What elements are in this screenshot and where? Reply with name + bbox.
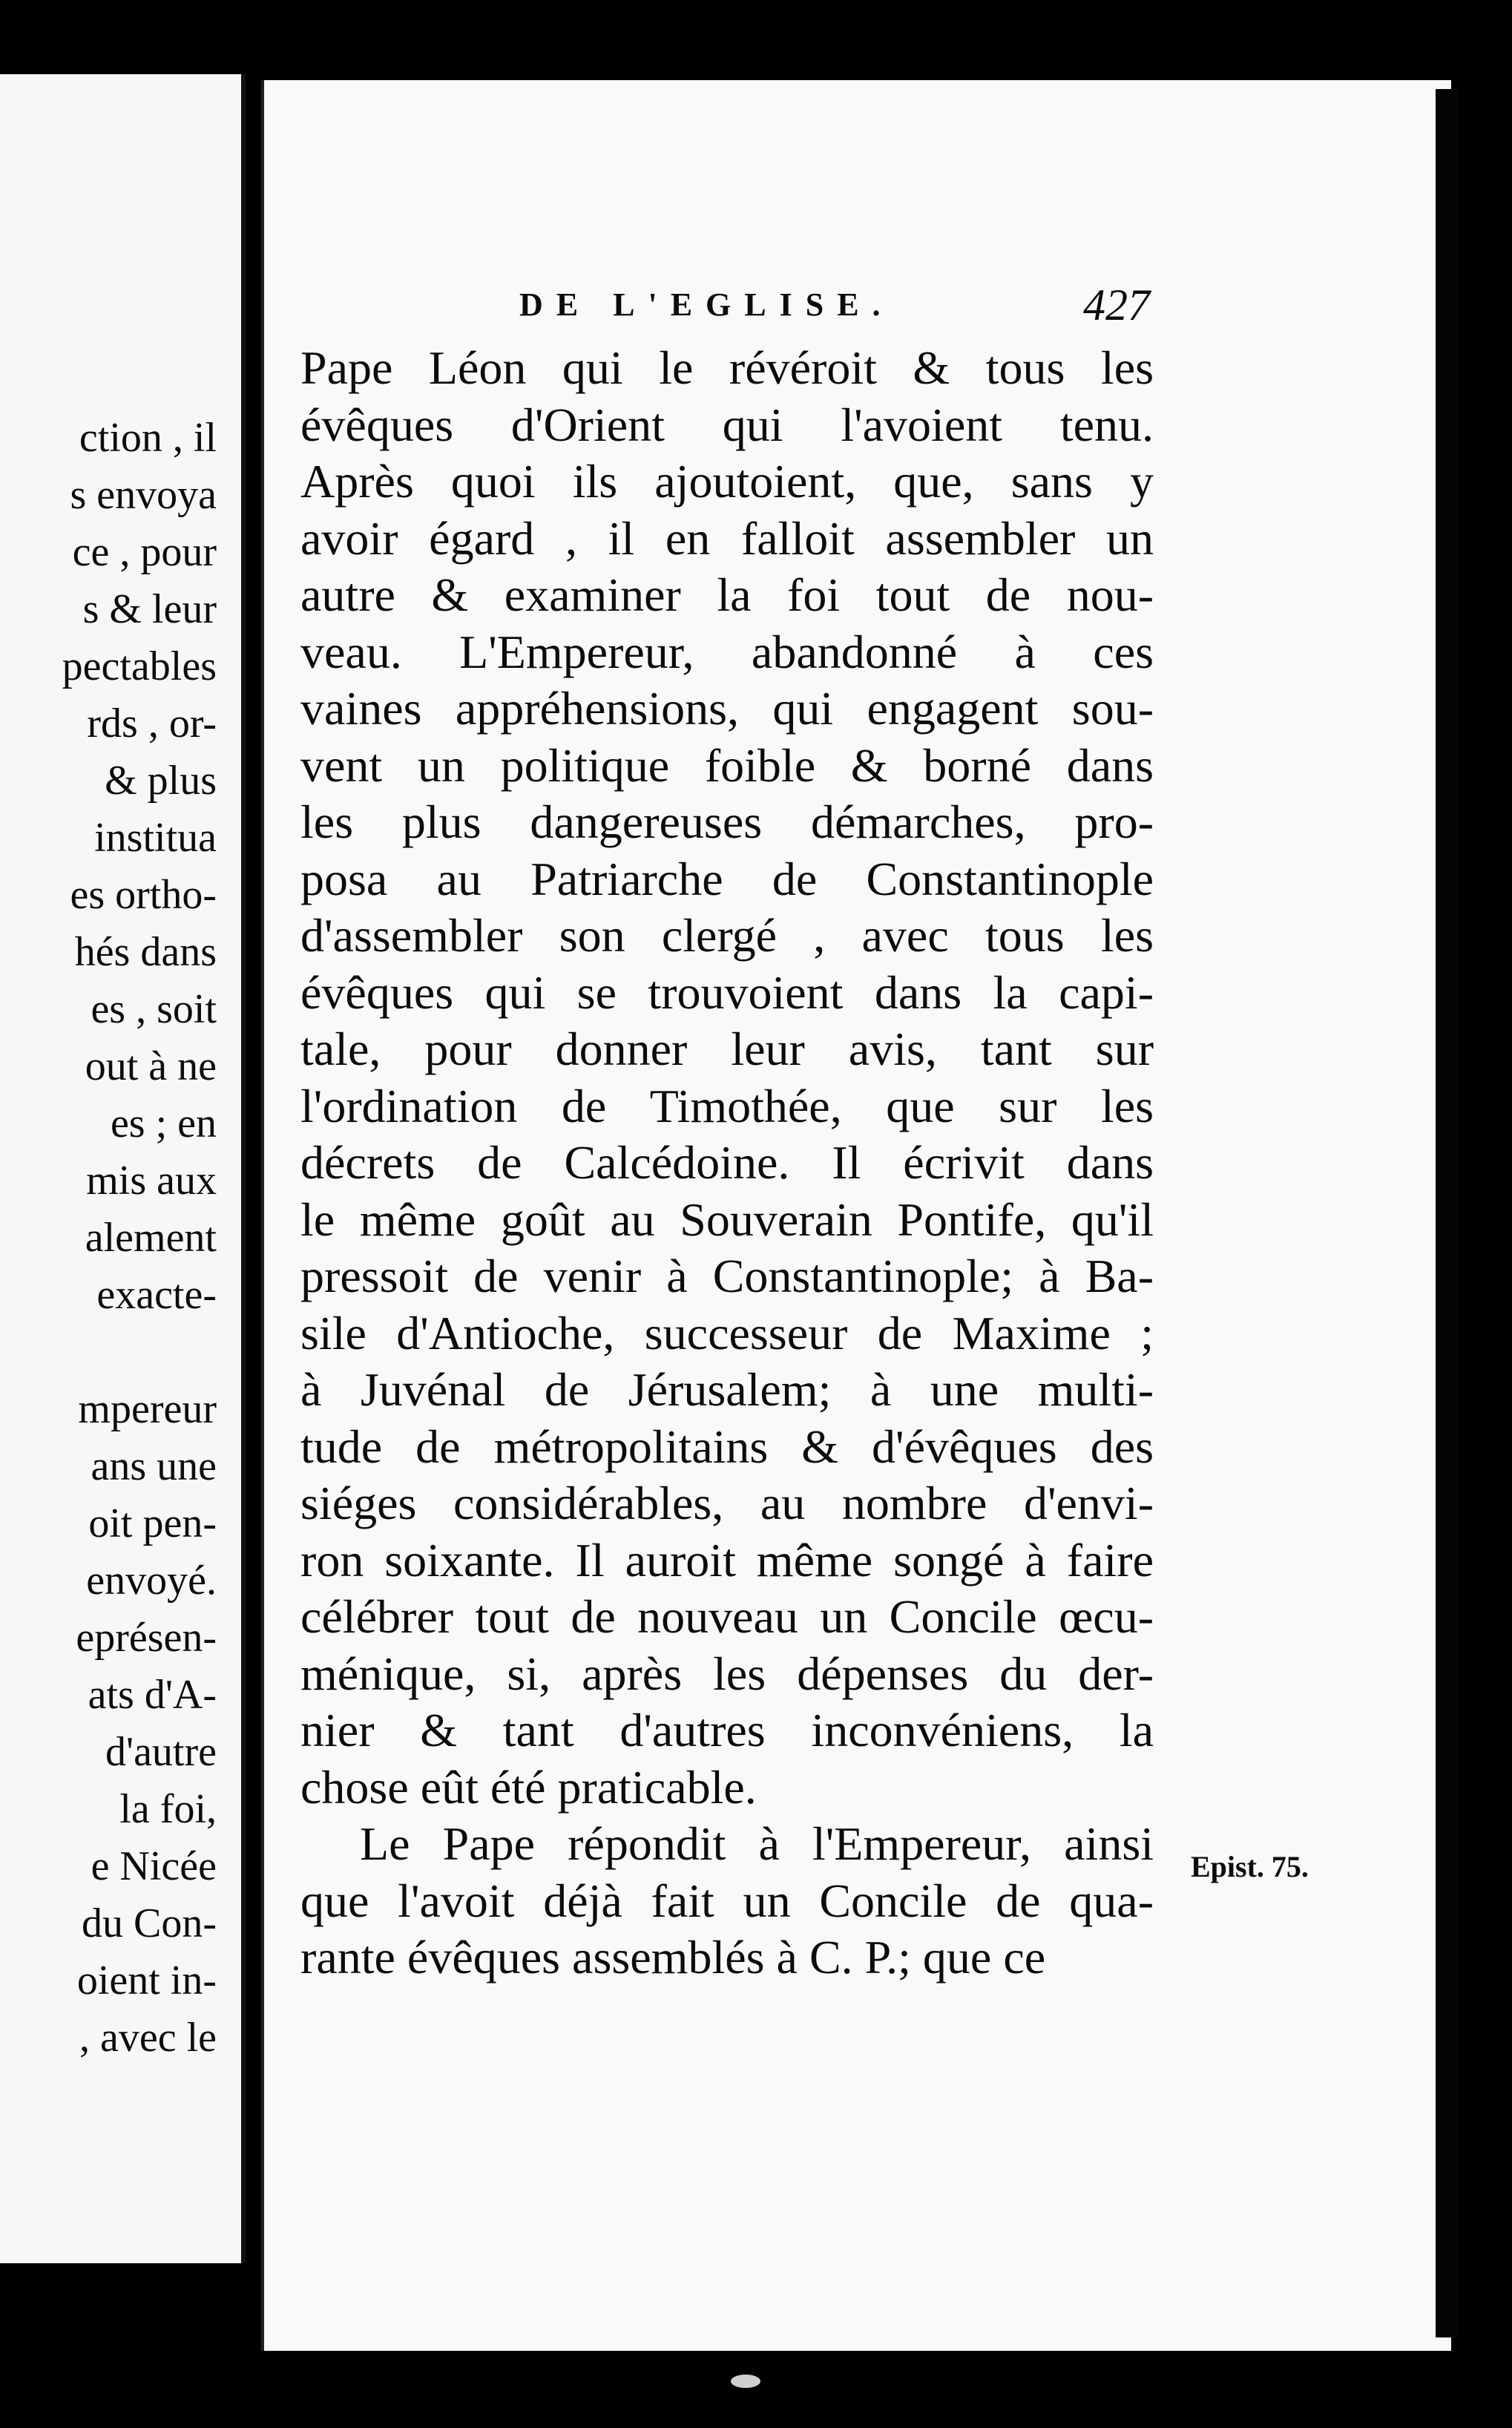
left-page-line: es ; en: [110, 1100, 217, 1146]
left-page-line: eprésen-: [76, 1615, 217, 1661]
text-line: ménique, si, après les dépenses du der-: [300, 1647, 1154, 1700]
text-line: chose eût été praticable.: [300, 1760, 757, 1814]
text-line: avoir égard , il en falloit assembler un: [300, 511, 1154, 565]
left-page-line: envoyé.: [86, 1558, 217, 1604]
text-line: les plus dangereuses démarches, pro-: [300, 795, 1154, 848]
text-line: ron soixante. Il auroit même songé à faire: [300, 1533, 1154, 1587]
left-page-line: ats d'A-: [88, 1672, 217, 1718]
left-page-line: oient in-: [76, 1958, 217, 2004]
left-page-line: , avec le: [79, 2015, 217, 2061]
text-line: le même goût au Souverain Pontife, qu'il: [300, 1192, 1154, 1246]
left-page-line: mpereur: [78, 1386, 217, 1432]
left-page-line: d'autre: [105, 1729, 217, 1775]
left-page-line: e Nicée: [91, 1843, 217, 1889]
text-line: évêques qui se trouvoient dans la capi-: [300, 965, 1154, 1019]
text-line: veau. L'Empereur, abandonné à ces: [300, 625, 1154, 678]
text-line: évêques d'Orient qui l'avoient tenu.: [300, 398, 1154, 451]
left-page-line: pectables: [62, 643, 217, 689]
running-title: DE L'EGLISE.: [519, 286, 894, 323]
text-line: décrets de Calcédoine. Il écrivit dans: [300, 1136, 1154, 1189]
text-line: Après quoi ils ajoutoient, que, sans y: [300, 455, 1154, 508]
text-line: que l'avoit déjà fait un Concile de qua-: [300, 1874, 1154, 1927]
left-page-line: es ortho-: [70, 872, 217, 918]
margin-note: Epist. 75.: [1191, 1850, 1309, 1883]
text-line: célébrer tout de nouveau un Concile œcu-: [300, 1590, 1154, 1643]
left-page-text: [0, 410, 217, 2067]
left-page-line: rds , or-: [87, 700, 217, 747]
left-page-line: s & leur: [82, 586, 217, 632]
text-line: posa au Patriarche de Constantinople: [300, 852, 1154, 905]
left-page-line: es , soit: [91, 986, 217, 1032]
left-page-line: ction , il: [79, 415, 217, 461]
left-page-line: oit pen-: [88, 1500, 217, 1546]
left-page-line: exacte-: [96, 1272, 217, 1318]
page-number: 427: [1083, 280, 1150, 329]
text-line: tude de métropolitains & d'évêques des: [300, 1420, 1154, 1473]
left-page-line: s envoya: [70, 472, 217, 518]
text-line: sile d'Antioche, successeur de Maxime ;: [300, 1306, 1154, 1359]
text-line: l'ordination de Timothée, que sur les: [300, 1079, 1154, 1132]
page-edge-shadow: [1436, 89, 1458, 2337]
left-page-line: ans une: [91, 1443, 217, 1489]
text-line: vent un politique foible & borné dans: [300, 738, 1154, 792]
left-page-line: institua: [94, 815, 217, 861]
text-line: vaines appréhensions, qui engagent sou-: [300, 682, 1154, 735]
text-line: pressoit de venir à Constantinople; à Ba-: [300, 1250, 1154, 1302]
left-page-line: la foi,: [119, 1786, 217, 1832]
left-page-line: mis aux: [86, 1158, 217, 1204]
left-page-line: hés dans: [74, 929, 217, 975]
text-line: Pape Léon qui le révéroit & tous les: [300, 341, 1154, 394]
page-header: [519, 280, 1150, 338]
body-text: [300, 340, 1154, 1986]
text-line: tale, pour donner leur avis, tant sur: [300, 1023, 1154, 1075]
left-facing-page: [0, 74, 246, 2263]
text-line: siéges considérables, au nombre d'envi-: [300, 1477, 1154, 1529]
text-line: autre & examiner la foi tout de nou-: [300, 568, 1154, 621]
text-line: d'assembler son clergé , avec tous les: [300, 909, 1154, 962]
text-line: Le Pape répondit à l'Empereur, ainsi: [360, 1817, 1154, 1870]
left-page-line: out à ne: [85, 1043, 217, 1089]
page-speck: [731, 2375, 760, 2388]
left-page-line: [0, 1324, 217, 1381]
text-line: rante évêques assemblés à C. P.; que ce: [300, 1931, 1046, 1984]
text-line: nier & tant d'autres inconvéniens, la: [300, 1704, 1154, 1756]
left-page-line: & plus: [105, 758, 217, 804]
text-line: à Juvénal de Jérusalem; à une multi-: [300, 1363, 1154, 1416]
left-page-line: alement: [85, 1215, 217, 1261]
left-page-line: du Con-: [82, 1900, 217, 1946]
left-page-line: ce , pour: [72, 529, 217, 575]
